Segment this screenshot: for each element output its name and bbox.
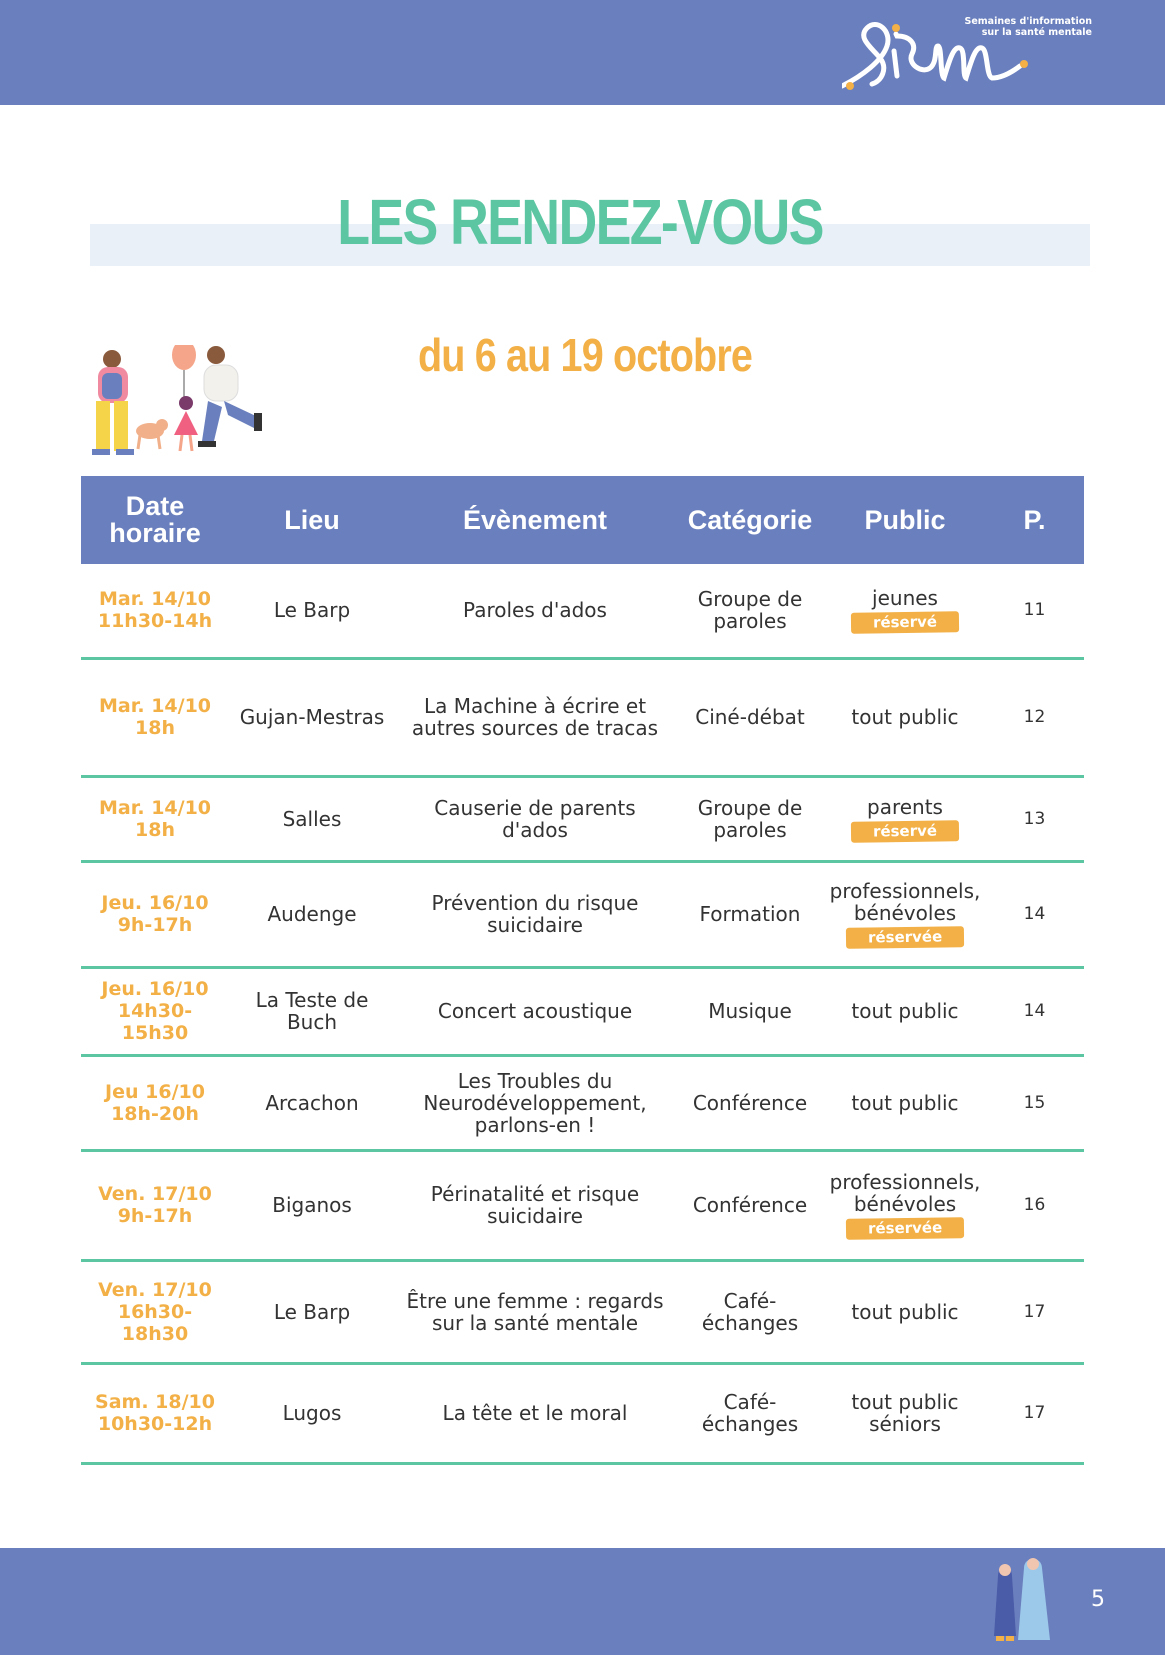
header-categorie: Catégorie xyxy=(675,476,825,564)
row-date: Mar. 14/10 18h xyxy=(81,776,229,861)
table-row xyxy=(81,1055,1084,1150)
reserve-badge: réservée xyxy=(846,926,964,949)
row-evenement: Paroles d'ados xyxy=(395,564,675,658)
row-public: tout public xyxy=(825,967,985,1055)
row-evenement: La tête et le moral xyxy=(395,1363,675,1463)
row-public: professionnels, bénévoles réservée xyxy=(825,861,985,967)
footer-figures-illustration xyxy=(990,1556,1070,1648)
row-page: 14 xyxy=(985,967,1084,1055)
table-row xyxy=(81,1363,1084,1463)
table-row xyxy=(81,564,1084,658)
row-public: tout public xyxy=(825,658,985,776)
row-date: Ven. 17/10 9h-17h xyxy=(81,1150,229,1260)
row-lieu: Le Barp xyxy=(229,564,395,658)
table-row xyxy=(81,967,1084,1055)
row-page: 15 xyxy=(985,1055,1084,1150)
header-page: P. xyxy=(985,476,1084,564)
sism-logo xyxy=(842,6,1092,98)
row-evenement: La Machine à écrire et autres sources de tracas xyxy=(395,658,675,776)
row-date: Jeu. 16/10 9h-17h xyxy=(81,861,229,967)
row-lieu: Gujan-Mestras xyxy=(229,658,395,776)
table-row xyxy=(81,1150,1084,1260)
page-title: LES RENDEZ-VOUS xyxy=(337,186,823,258)
reserve-badge: réservé xyxy=(851,820,959,843)
logo-tagline-line-2: sur la santé mentale xyxy=(981,27,1092,38)
row-date: Sam. 18/10 10h30-12h xyxy=(81,1363,229,1463)
table-row xyxy=(81,776,1084,861)
row-page: 16 xyxy=(985,1150,1084,1260)
family-illustration xyxy=(82,345,282,470)
row-public: jeunes réservé xyxy=(825,564,985,658)
table-row xyxy=(81,861,1084,967)
events-table xyxy=(81,476,1084,1465)
header-lieu: Lieu xyxy=(229,476,395,564)
row-public: tout public séniors xyxy=(825,1363,985,1463)
row-page: 12 xyxy=(985,658,1084,776)
row-public: parents réservé xyxy=(825,776,985,861)
header-date-line-1: Date xyxy=(125,491,185,521)
table-row xyxy=(81,1260,1084,1363)
row-categorie: Musique xyxy=(675,967,825,1055)
logo-tagline xyxy=(965,16,1093,38)
row-page: 14 xyxy=(985,861,1084,967)
row-evenement: Prévention du risque suicidaire xyxy=(395,861,675,967)
table-row xyxy=(81,658,1084,776)
row-page: 17 xyxy=(985,1260,1084,1363)
row-date: Mar. 14/10 11h30-14h xyxy=(81,564,229,658)
header-date-line-2: horaire xyxy=(109,518,201,548)
row-date: Jeu 16/10 18h-20h xyxy=(81,1055,229,1150)
row-lieu: Arcachon xyxy=(229,1055,395,1150)
row-evenement: Causerie de parents d'ados xyxy=(395,776,675,861)
row-categorie: Groupe de paroles xyxy=(675,776,825,861)
row-evenement: Être une femme : regards sur la santé mentale xyxy=(395,1260,675,1363)
row-date: Mar. 14/10 18h xyxy=(81,658,229,776)
row-lieu: Salles xyxy=(229,776,395,861)
row-categorie: Ciné-débat xyxy=(675,658,825,776)
row-date: Ven. 17/10 16h30-18h30 xyxy=(81,1260,229,1363)
row-categorie: Groupe de paroles xyxy=(675,564,825,658)
header-public: Public xyxy=(825,476,985,564)
row-evenement: Les Troubles du Neurodéveloppement, parlons-en ! xyxy=(395,1055,675,1150)
row-public: tout public xyxy=(825,1055,985,1150)
reserve-badge: réservée xyxy=(846,1217,964,1240)
row-categorie: Conférence xyxy=(675,1055,825,1150)
page-subtitle: du 6 au 19 octobre xyxy=(417,329,753,381)
header-date xyxy=(81,476,229,564)
reserve-badge: réservé xyxy=(851,611,959,634)
header-evenement: Évènement xyxy=(395,476,675,564)
table-header-row xyxy=(81,476,1084,564)
row-categorie: Café-échanges xyxy=(675,1260,825,1363)
row-lieu: Audenge xyxy=(229,861,395,967)
row-lieu: Lugos xyxy=(229,1363,395,1463)
row-date: Jeu. 16/10 14h30-15h30 xyxy=(81,967,229,1055)
row-categorie: Conférence xyxy=(675,1150,825,1260)
row-page: 17 xyxy=(985,1363,1084,1463)
logo-tagline-line-1: Semaines d'information xyxy=(964,16,1092,27)
row-evenement: Périnatalité et risque suicidaire xyxy=(395,1150,675,1260)
row-lieu: La Teste de Buch xyxy=(229,967,395,1055)
row-public: tout public xyxy=(825,1260,985,1363)
row-lieu: Biganos xyxy=(229,1150,395,1260)
row-categorie: Formation xyxy=(675,861,825,967)
page-number: 5 xyxy=(1091,1587,1105,1612)
row-evenement: Concert acoustique xyxy=(395,967,675,1055)
row-page: 13 xyxy=(985,776,1084,861)
row-categorie: Café-échanges xyxy=(675,1363,825,1463)
row-public: professionnels, bénévoles réservée xyxy=(825,1150,985,1260)
row-page: 11 xyxy=(985,564,1084,658)
row-lieu: Le Barp xyxy=(229,1260,395,1363)
